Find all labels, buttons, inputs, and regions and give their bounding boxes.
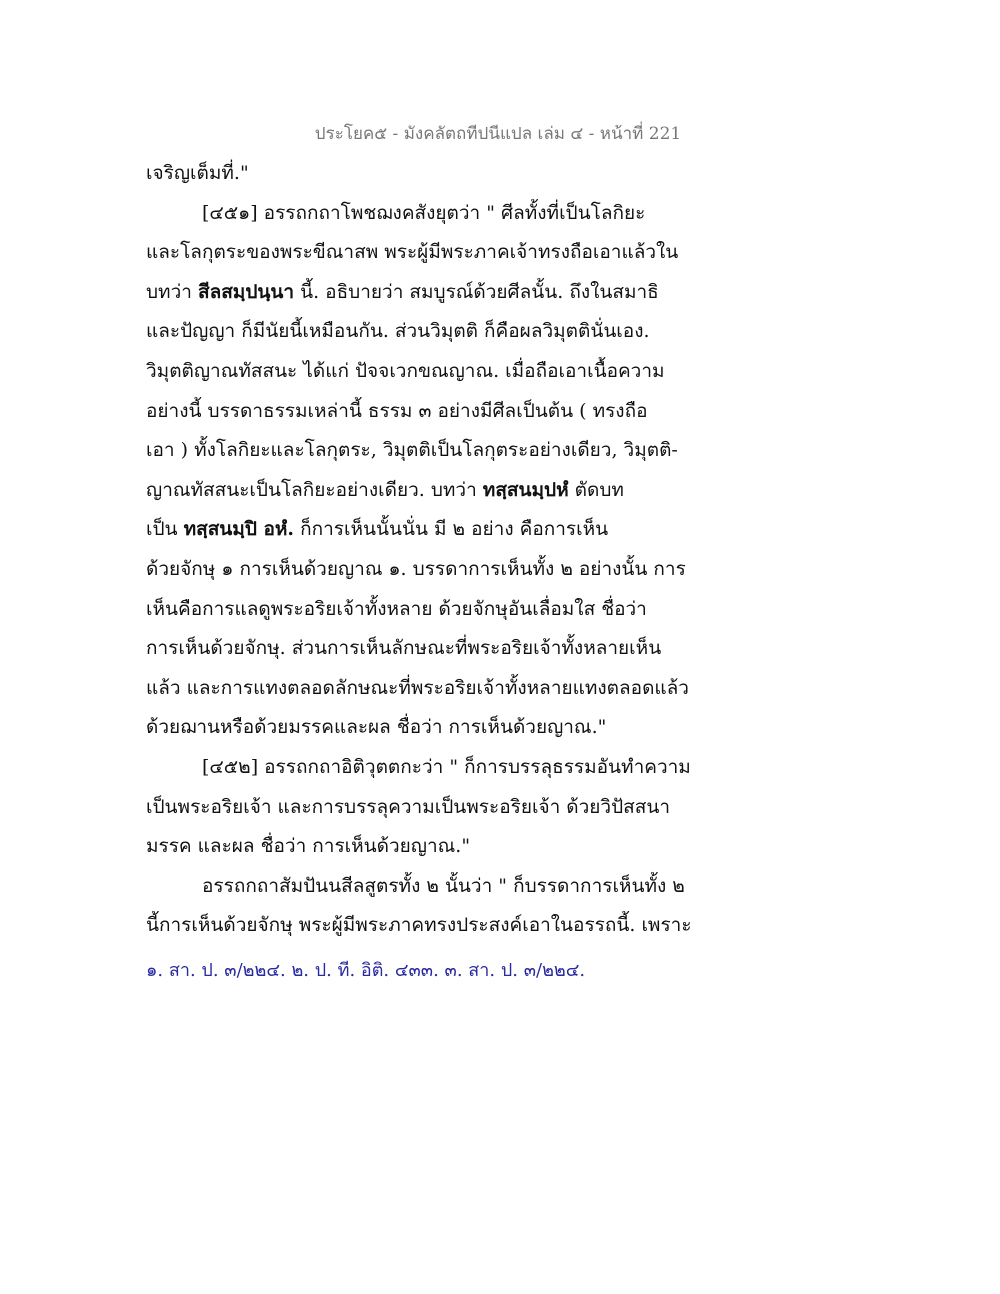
text-run: และโลกุตระของพระขีณาสพ พระผู้มีพระภาคเจ้าทรงถือเอาแล้วใน (146, 241, 679, 264)
text-run: อรรถกถาสัมปันนสีลสูตรทั้ง ๒ นั้นว่า " ก็บรรดาการเห็นทั้ง ๒ (202, 874, 685, 897)
text-line (146, 708, 706, 748)
text-run: การเห็นด้วยจักษุ. ส่วนการเห็นลักษณะที่พระอริยเจ้าทั้งหลายเห็น (146, 637, 662, 660)
text-line (146, 867, 706, 907)
text-run: เป็นพระอริยเจ้า และการบรรลุความเป็นพระอริยเจ้า ด้วยวิปัสสนา (146, 795, 671, 818)
text-line (146, 510, 706, 550)
bold-term: ทสฺสนมฺปหํ (482, 478, 569, 501)
text-line (146, 471, 706, 511)
text-run: นี้การเห็นด้วยจักษุ พระผู้มีพระภาคทรงประสงค์เอาในอรรถนี้. เพราะ (146, 914, 692, 937)
text-line (146, 827, 706, 867)
text-run: บทว่า (146, 280, 198, 303)
footnotes: ๑. สา. ป. ๓/๒๒๔. ๒. ป. ที. อิติ. ๔๓๓. ๓. สา. ป. ๓/๒๒๔. (146, 960, 586, 981)
text-run: เจริญเต็มที่." (146, 162, 249, 184)
text-line (146, 906, 706, 946)
text-line (146, 629, 706, 669)
page-header-text: ประโยค๕ - มังคลัตถทีปนีแปล เล่ม ๔ - หน้าที่ 221 (314, 124, 682, 144)
text-line (146, 669, 706, 709)
text-run: ก็การเห็นนั้นนั่น มี ๒ อย่าง คือการเห็น (294, 518, 609, 541)
text-run: [๔๕๒] อรรถกถาอิติวุตตกะว่า " ก็การบรรลุธรรมอันทำความ (202, 755, 691, 778)
text-run: เห็นคือการแลดูพระอริยเจ้าทั้งหลาย ด้วยจักษุอันเลื่อมใส ชื่อว่า (146, 597, 647, 620)
text-run: [๔๕๑] อรรถกถาโพชฌงคสังยุตว่า " ศีลทั้งที่เป็นโลกิยะ (202, 201, 646, 224)
text-run: นี้. อธิบายว่า สมบูรณ์ด้วยศีลนั้น. ถึงในสมาธิ (294, 280, 659, 303)
text-line (146, 233, 706, 273)
text-run: อย่างนี้ บรรดาธรรมเหล่านี้ ธรรม ๓ อย่างมีศีลเป็นต้น ( ทรงถือ (146, 399, 648, 422)
text-line (146, 748, 706, 788)
text-run: ด้วยจักษุ ๑ การเห็นด้วยญาณ ๑. บรรดาการเห็นทั้ง ๒ อย่างนั้น การ (146, 557, 686, 580)
text-run: เอา ) ทั้งโลกิยะและโลกุตระ, วิมุตติเป็นโลกุตระอย่างเดียว, วิมุตติ- (146, 439, 678, 462)
text-line (146, 194, 706, 234)
text-line (146, 392, 706, 432)
text-run: เป็น (146, 518, 184, 541)
page-header (0, 120, 1000, 147)
text-run: แล้ว และการแทงตลอดลักษณะที่พระอริยเจ้าทั้งหลายแทงตลอดแล้ว (146, 676, 689, 699)
text-line (146, 431, 706, 471)
text-run: ตัดบท (568, 478, 624, 501)
text-run: ด้วยฌานหรือด้วยมรรคและผล ชื่อว่า การเห็นด้วยญาณ." (146, 716, 607, 739)
text-run: มรรค และผล ชื่อว่า การเห็นด้วยญาณ." (146, 835, 471, 858)
text-line (146, 590, 706, 630)
body-text (146, 154, 706, 946)
text-run: ญาณทัสสนะเป็นโลกิยะอย่างเดียว. บทว่า (146, 478, 483, 501)
text-run: และปัญญา ก็มีนัยนี้เหมือนกัน. ส่วนวิมุตติ ก็คือผลวิมุตตินั่นเอง. (146, 320, 650, 343)
text-line (146, 352, 706, 392)
bold-term: สีลสมฺปนฺนา (197, 280, 295, 303)
bold-term: ทสฺสนมฺปิ อหํ. (183, 518, 295, 541)
text-line (146, 312, 706, 352)
text-run: วิมุตติญาณทัสสนะ ได้แก่ ปัจจเวกขณญาณ. เมื่อถือเอาเนื้อความ (146, 359, 665, 382)
text-line (146, 788, 706, 828)
text-line (146, 273, 706, 313)
text-line (146, 550, 706, 590)
text-line (146, 154, 706, 194)
